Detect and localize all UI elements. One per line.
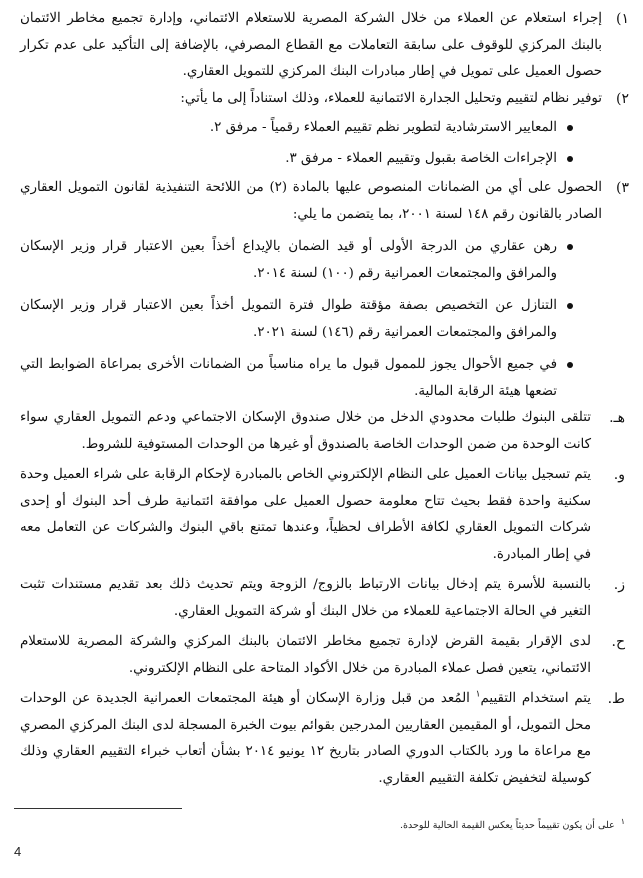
item-text: إجراء استعلام عن العملاء من خلال الشركة المصرية للاستعلام الائتماني، وإدارة تجميع مخاطر الائتمان بالبنك المركزي للوقوف على سابقة التعاملات مع القطاع المصرفي، بالإضافة إلى التأكيد على عدم تكرار حصول العميل على تمويل في إطار مبادرات البنك المركزي للتمويل العقاري. (20, 11, 602, 79)
bullet-item (20, 115, 629, 142)
footnote-text: على أن يكون تقييماً حديثاً يعكس القيمة الحالية للوحدة. (399, 820, 615, 832)
item-marker: ١) (616, 11, 629, 27)
item-marker: ز. (613, 577, 625, 593)
lettered-item-ha (20, 405, 629, 458)
lettered-item-waw (20, 462, 629, 568)
item-marker: ٢) (616, 90, 629, 107)
bullet-item (20, 234, 629, 287)
numbered-item-3 (20, 175, 629, 228)
item-marker: و. (613, 467, 625, 483)
item-text: توفير نظام لتقييم وتحليل الجدارة الائتمانية للعملاء، وذلك استناداً إلى ما يأتي: (180, 90, 602, 106)
footnote-separator (14, 808, 182, 809)
item-marker: ح. (611, 634, 625, 650)
item-text: رهن عقاري من الدرجة الأولى أو قيد الضمان بالإيداع أخذاً بعين الاعتبار قرار وزير الإسكان والمرافق والمجتمعات العمرانية رقم (١٠٠) لسنة ٢٠١٤. (20, 239, 557, 281)
bullet-icon (567, 303, 573, 309)
bullet-icon (567, 362, 573, 368)
footnote-number: ١ (620, 817, 625, 826)
lettered-item-ha2 (20, 629, 629, 682)
bullet-icon (567, 125, 573, 131)
item-marker: ٣) (616, 180, 629, 196)
footnote (400, 815, 625, 833)
item-text: الحصول على أي من الضمانات المنصوص عليها بالمادة (٢) من اللائحة التنفيذية لقانون التمويل العقاري الصادر بالقانون رقم ١٤٨ لسنة ٢٠٠١، بما يتضمن ما يلي: (20, 180, 602, 222)
item-text: لدى الإقرار بقيمة القرض لإدارة تجميع مخاطر الائتمان بالبنك المركزي والشركة المصرية للاستعلام الائتماني، يتعين فصل عملاء المبادرة من خلال الأكواد المتاحة على النظام الإلكتروني. (20, 634, 591, 676)
footnote-reference[interactable]: ١ (475, 689, 481, 700)
bullet-icon (567, 156, 573, 162)
item-text-start: يتم استخدام التقييم (480, 691, 592, 706)
item-text: التنازل عن التخصيص بصفة مؤقتة طوال فترة التمويل أخذاً بعين الاعتبار قرار وزير الإسكان والمرافق والمجتمعات العمرانية رقم (١٤٦) لسنة ٢٠٢١. (20, 298, 557, 340)
bullet-item (20, 352, 629, 405)
item-marker: هـ. (609, 410, 625, 426)
bullet-item (20, 293, 629, 346)
numbered-item-2 (20, 86, 629, 113)
lettered-item-ta (20, 686, 629, 792)
document-body (20, 6, 629, 792)
item-text: بالنسبة للأسرة يتم إدخال بيانات الارتباط بالزوج/ الزوجة ويتم تحديث ذلك بعد تقديم مستندات تثبت التغير في الحالة الاجتماعية للعملاء من خلال البنك أو شركة التمويل العقاري. (20, 577, 591, 619)
item-text: الإجراءات الخاصة بقبول وتقييم العملاء - مرفق ٣. (285, 150, 557, 166)
numbered-item-1 (20, 6, 629, 86)
bullet-icon (567, 244, 573, 250)
item-text: تتلقى البنوك طلبات محدودي الدخل من خلال صندوق الإسكان الاجتماعي ودعم التمويل العقاري سواء كانت الوحدة من ضمن الوحدات الخاصة بالصندوق أو غيرها من الوحدات المستوفية للشروط. (20, 410, 591, 452)
lettered-item-zay (20, 572, 629, 625)
bullet-item (20, 146, 629, 173)
item-text: في جميع الأحوال يجوز للممول قبول ما يراه مناسباً من الضمانات الأخرى بمراعاة الضوابط التي تضعها هيئة الرقابة المالية. (20, 357, 557, 399)
item-marker: ط. (607, 691, 625, 707)
item-text: يتم تسجيل بيانات العميل على النظام الإلكتروني الخاص بالمبادرة لإحكام الرقابة على شراء العميل وحدة سكنية واحدة فقط بحيث تتاح معلومة حصول العميل على موافقة ائتمانية طرف أحد البنوك أو إحدى شركات التمويل العقاري لكافة الأطراف لحظياً، وعندها تمتنع باقي البنوك والشركات عن التعامل معه في إطار المبادرة. (20, 467, 591, 562)
item-text: المعايير الاسترشادية لتطوير نظم تقييم العملاء رقمياً - مرفق ٢. (209, 120, 557, 135)
item-text-end: المُعد من قبل وزارة الإسكان أو هيئة المجتمعات العمرانية الجديدة عن الوحدات محل التمويل، أو المقيمين العقاريين المدرجين بقوائم بيوت الخبرة المسجلة لدى البنك المركزي المصري مع مراعاة ما ورد بالكتاب الدوري الصادر بتاريخ ١٢ يونيو ٢٠١٤ بشأن أتعاب خبراء التقييم العقاري وذلك كوسيلة لتخفيض تكلفة التقييم العقاري. (20, 691, 592, 786)
page-number: 4 (14, 844, 22, 859)
